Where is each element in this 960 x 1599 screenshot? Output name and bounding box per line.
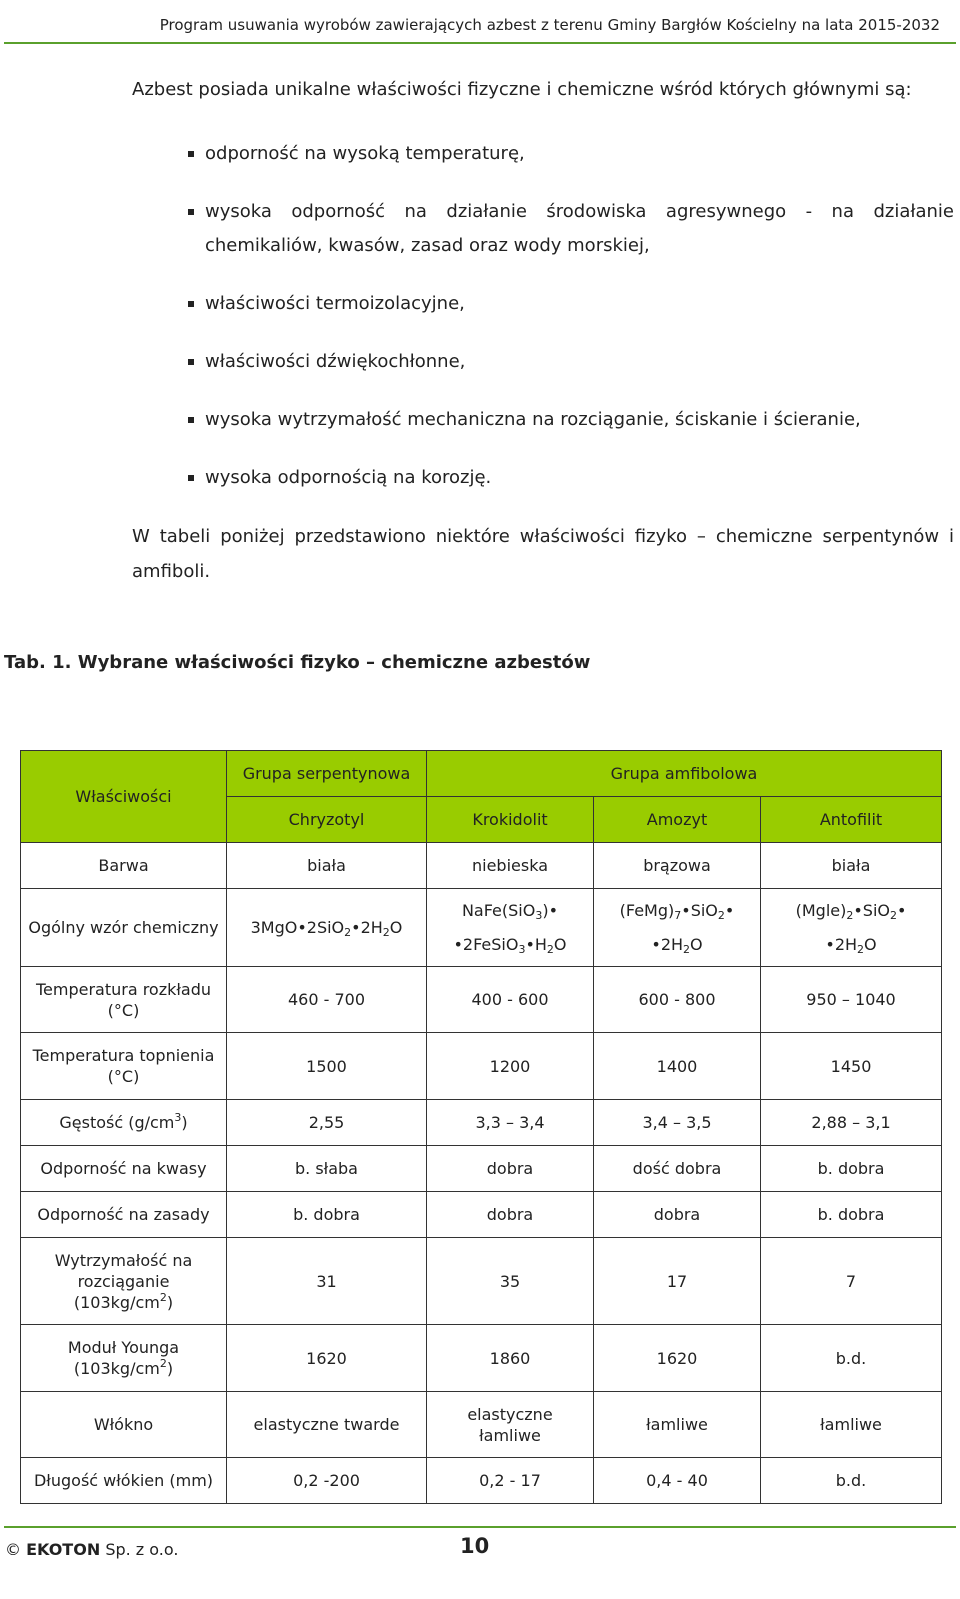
list-item: wysoka odpornością na korozję. — [188, 461, 954, 495]
table-cell: 950 – 1040 — [761, 967, 942, 1033]
square-bullet-icon — [188, 209, 194, 215]
square-bullet-icon — [188, 417, 194, 423]
formula-cell: NaFe(SiO$_3$)• $•2FeSiO_3•H_2O$ — [427, 889, 594, 967]
table-row — [21, 1033, 942, 1100]
row-label: Temperatura rozkładu (°C) — [21, 967, 227, 1033]
row-label: Temperatura topnienia (°C) — [21, 1033, 227, 1100]
table-cell: 17 — [594, 1238, 761, 1325]
table-cell: 460 - 700 — [227, 967, 427, 1033]
square-bullet-icon — [188, 475, 194, 481]
table-cell: 0,4 - 40 — [594, 1458, 761, 1504]
table-row — [21, 1458, 942, 1504]
header-mineral: Krokidolit — [427, 797, 594, 843]
list-item: odporność na wysoką temperaturę, — [188, 137, 954, 171]
table-cell: 0,2 - 17 — [427, 1458, 594, 1504]
table-intro-paragraph: W tabeli poniżej przedstawiono niektóre właściwości fizyko – chemiczne serpentynów i amfiboli. — [132, 526, 954, 582]
table-cell: b.d. — [761, 1458, 942, 1504]
page-number: 10 — [460, 1534, 490, 1558]
table-cell: 1500 — [227, 1033, 427, 1100]
table-cell: biała — [227, 843, 427, 889]
header-properties-cell: Właściwości — [21, 751, 227, 843]
table-row — [21, 1146, 942, 1192]
row-label: Gęstość $(g/cm^3)$ — [21, 1100, 227, 1146]
table-cell: biała — [761, 843, 942, 889]
table-cell: 7 — [761, 1238, 942, 1325]
row-label: Moduł Younga $(103kg/cm^2)$ — [21, 1325, 227, 1392]
row-label: Odporność na kwasy — [21, 1146, 227, 1192]
table-cell: elastyczne twarde — [227, 1392, 427, 1458]
table-header-row — [21, 751, 942, 797]
table-cell: b. dobra — [761, 1192, 942, 1238]
square-bullet-icon — [188, 151, 194, 157]
table-cell: 600 - 800 — [594, 967, 761, 1033]
table-cell: 3,4 – 3,5 — [594, 1100, 761, 1146]
table-cell: dobra — [427, 1146, 594, 1192]
table-cell: 1860 — [427, 1325, 594, 1392]
header-amphibole-group: Grupa amfibolowa — [427, 751, 942, 797]
table-row — [21, 1100, 942, 1146]
row-label: Wytrzymałość na rozciąganie $(103kg/cm^2)$ — [21, 1238, 227, 1325]
table-cell: łamliwe — [594, 1392, 761, 1458]
table-cell: dość dobra — [594, 1146, 761, 1192]
table-cell: niebieska — [427, 843, 594, 889]
table-cell: 1620 — [594, 1325, 761, 1392]
table-cell: 2,55 — [227, 1100, 427, 1146]
list-item: wysoka wytrzymałość mechaniczna na rozciąganie, ściskanie i ścieranie, — [188, 403, 954, 437]
footer-company: © EKOTON Sp. z o.o. — [5, 1540, 179, 1559]
row-label: Barwa — [21, 843, 227, 889]
row-label: Odporność na zasady — [21, 1192, 227, 1238]
list-item: właściwości dźwiękochłonne, — [188, 345, 954, 379]
square-bullet-icon — [188, 301, 194, 307]
asbestos-properties-table — [20, 750, 942, 1504]
list-item: właściwości termoizolacyjne, — [188, 287, 954, 321]
header-divider — [4, 42, 956, 44]
formula-cell: $(FeMg)_7•SiO_2•$ $•2H_2O$ — [594, 889, 761, 967]
table-cell: 35 — [427, 1238, 594, 1325]
table-caption: Tab. 1. Wybrane właściwości fizyko – chemiczne azbestów — [4, 652, 591, 673]
header-mineral: Chryzotyl — [227, 797, 427, 843]
table-row — [21, 1192, 942, 1238]
table-cell: łamliwe — [761, 1392, 942, 1458]
table-cell: 2,88 – 3,1 — [761, 1100, 942, 1146]
row-label: Ogólny wzór chemiczny — [21, 889, 227, 967]
table-row — [21, 843, 942, 889]
table-cell: b. słaba — [227, 1146, 427, 1192]
table-cell: 0,2 -200 — [227, 1458, 427, 1504]
header-serpentine-group: Grupa serpentynowa — [227, 751, 427, 797]
intro-text: Azbest posiada unikalne właściwości fizyczne i chemiczne wśród których głównymi są: — [132, 79, 912, 100]
row-label: Długość włókien (mm) — [21, 1458, 227, 1504]
header-mineral: Amozyt — [594, 797, 761, 843]
square-bullet-icon — [188, 359, 194, 365]
properties-list — [188, 137, 954, 519]
list-item: wysoka odporność na działanie środowiska agresywnego - na działanie chemikaliów, kwasów, zasad oraz wody morskiej, — [188, 195, 954, 263]
table-cell: b. dobra — [227, 1192, 427, 1238]
table-cell: b.d. — [761, 1325, 942, 1392]
footer-divider — [4, 1526, 956, 1528]
table-cell: brązowa — [594, 843, 761, 889]
table-cell: 1620 — [227, 1325, 427, 1392]
formula-cell: $3MgO•2SiO_2•2H_2O$ — [227, 889, 427, 967]
table-row — [21, 967, 942, 1033]
table-cell: 3,3 – 3,4 — [427, 1100, 594, 1146]
table-row — [21, 889, 942, 967]
row-label: Włókno — [21, 1392, 227, 1458]
table-row — [21, 1392, 942, 1458]
table-cell: elastyczne łamliwe — [427, 1392, 594, 1458]
table-cell: dobra — [427, 1192, 594, 1238]
table-row — [21, 1238, 942, 1325]
formula-cell: $(Mgle)_2•SiO_2•$ $•2H_2O$ — [761, 889, 942, 967]
table-cell: 1450 — [761, 1033, 942, 1100]
document-header-title: Program usuwania wyrobów zawierających azbest z terenu Gminy Bargłów Kościelny na lata 2015-2032 — [159, 16, 940, 34]
copyright-icon: © — [5, 1540, 21, 1559]
header-mineral: Antofilit — [761, 797, 942, 843]
table-row — [21, 1325, 942, 1392]
table-cell: 31 — [227, 1238, 427, 1325]
table-cell: 400 - 600 — [427, 967, 594, 1033]
table-cell: dobra — [594, 1192, 761, 1238]
table-cell: b. dobra — [761, 1146, 942, 1192]
table-cell: 1400 — [594, 1033, 761, 1100]
table-cell: 1200 — [427, 1033, 594, 1100]
